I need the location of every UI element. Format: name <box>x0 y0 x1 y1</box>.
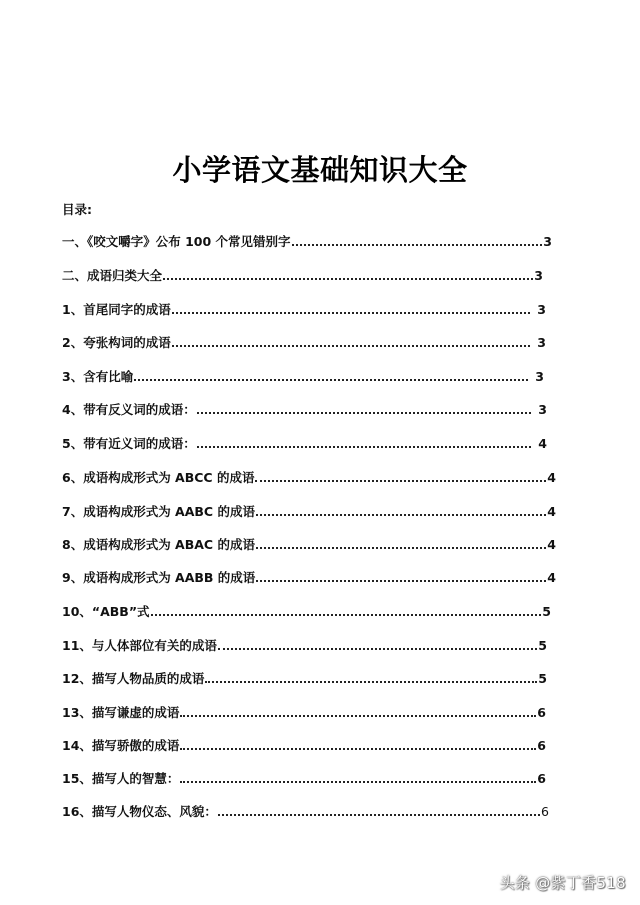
toc-entry-page: 3 <box>534 268 543 283</box>
toc-entry[interactable] <box>62 367 544 385</box>
toc-entry-label: 7、成语构成形式为 AABC 的成语 <box>62 504 255 519</box>
toc-dot-leader <box>180 748 536 750</box>
toc-entry-page: 3 <box>537 335 546 350</box>
toc-entry[interactable] <box>62 602 551 620</box>
toc-entry-page: 3 <box>543 234 552 249</box>
toc-entry-label: 14、描写骄傲的成语 <box>62 738 180 753</box>
toc-entry-page: 4 <box>538 436 547 451</box>
toc-entry[interactable] <box>62 535 556 553</box>
toc-entry-page: 4 <box>547 470 556 485</box>
toc-dot-leader <box>256 580 546 582</box>
toc-dot-leader <box>292 244 543 246</box>
toc-dot-leader <box>256 547 546 549</box>
toc-entry[interactable] <box>62 300 546 318</box>
toc-entry-label: 13、描写谦虚的成语 <box>62 705 180 720</box>
toc-entry-label: 15、描写人的智慧： <box>62 771 180 786</box>
toc-dot-leader <box>180 715 536 717</box>
toc-entry-label: 9、成语构成形式为 AABB 的成语 <box>62 570 256 585</box>
toc-dot-leader <box>218 648 537 650</box>
toc-entry[interactable] <box>62 266 543 284</box>
toc-dot-leader <box>218 814 540 816</box>
toc-entry[interactable] <box>62 703 546 721</box>
toc-entry-label: 3、含有比喻 <box>62 369 134 384</box>
toc-dot-leader <box>197 446 532 448</box>
toc-entry-label: 2、夸张构词的成语 <box>62 335 171 350</box>
toc-entry-page: 3 <box>537 302 546 317</box>
toc-dot-leader <box>172 345 531 347</box>
toc-entry[interactable] <box>62 769 546 787</box>
toc-entry[interactable] <box>62 502 556 520</box>
toc-entry-page: 4 <box>547 537 556 552</box>
toc-entry-label: 11、与人体部位有关的成语 <box>62 638 217 653</box>
toc-entry-label: 6、成语构成形式为 ABCC 的成语 <box>62 470 255 485</box>
toc-entry-label: 10、“ABB”式 <box>62 604 150 619</box>
page-title: 小学语文基础知识大全 <box>172 153 468 187</box>
toc-entry[interactable] <box>62 232 552 250</box>
watermark-text: 头条 @紫丁香518 <box>499 874 626 892</box>
toc-entry[interactable] <box>62 400 547 418</box>
toc-entry-label: 12、描写人物品质的成语 <box>62 671 205 686</box>
toc-entry-page: 6 <box>537 738 546 753</box>
toc-entry[interactable] <box>62 802 549 820</box>
toc-entry-label: 二、成语归类大全 <box>62 268 163 283</box>
toc-entry[interactable] <box>62 636 547 654</box>
toc-entry-page: 4 <box>547 504 556 519</box>
toc-entry[interactable] <box>62 568 556 586</box>
toc-entry-label: 5、带有近义词的成语： <box>62 436 196 451</box>
toc-entry-page: 6 <box>537 771 546 786</box>
toc-dot-leader <box>172 312 531 314</box>
toc-entry[interactable] <box>62 434 547 452</box>
toc-entry-page: 3 <box>535 369 544 384</box>
toc-entry-label: 1、首尾同字的成语 <box>62 302 171 317</box>
toc-dot-leader <box>134 379 528 381</box>
toc-entry-label: 8、成语构成形式为 ABAC 的成语 <box>62 537 255 552</box>
toc-entry-page: 5 <box>538 671 547 686</box>
toc-dot-leader <box>255 480 546 482</box>
toc-entry[interactable] <box>62 736 546 754</box>
toc-dot-leader <box>197 412 532 414</box>
toc-entry[interactable] <box>62 468 556 486</box>
toc-dot-leader <box>163 278 533 280</box>
toc-entry[interactable] <box>62 669 547 687</box>
toc-entry-page: 5 <box>542 604 551 619</box>
toc-heading: 目录: <box>62 202 92 217</box>
toc-dot-leader <box>180 781 536 783</box>
toc-entry-label: 一、《咬文嚼字》公布 100 个常见错别字 <box>62 234 291 249</box>
toc-entry-page: 4 <box>547 570 556 585</box>
toc-entry-page: 5 <box>538 638 547 653</box>
toc-entry-page: 3 <box>538 402 547 417</box>
toc-dot-leader <box>256 514 546 516</box>
toc-dot-leader <box>151 614 542 616</box>
toc-entry-page: 6 <box>541 804 549 819</box>
toc-entry-page: 6 <box>537 705 546 720</box>
toc-dot-leader <box>205 681 537 683</box>
toc-entry[interactable] <box>62 333 546 351</box>
toc-entry-label: 4、带有反义词的成语： <box>62 402 196 417</box>
toc-entry-label: 16、描写人物仪态、风貌： <box>62 804 217 819</box>
